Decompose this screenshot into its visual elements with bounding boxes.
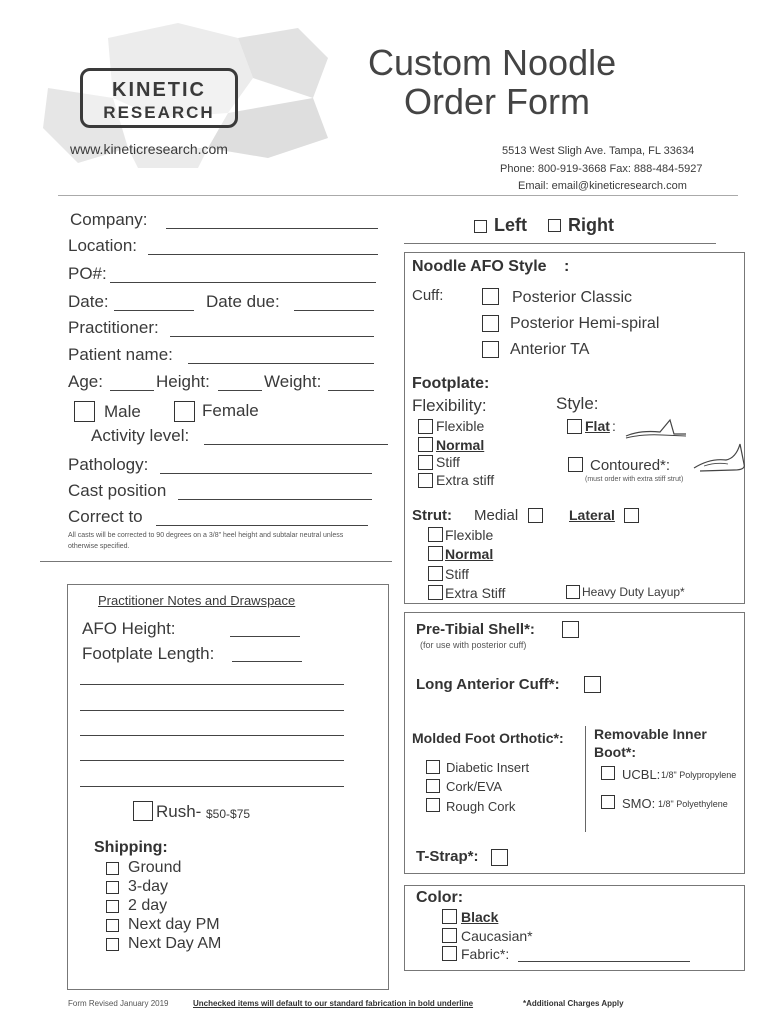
notes-line[interactable] — [80, 786, 344, 787]
page-title-line1: Custom Noodle — [368, 42, 617, 83]
notes-line[interactable] — [80, 710, 344, 711]
ucbl-label: UCBL: — [622, 767, 661, 782]
shipping-ground-label: Ground — [128, 859, 182, 876]
smo-note: 1/8" Polyethylene — [658, 799, 728, 809]
patient-name-field[interactable] — [188, 363, 374, 364]
strut-flexible-checkbox[interactable] — [428, 527, 443, 542]
notes-line[interactable] — [80, 684, 344, 685]
shipping-next-day-am-checkbox[interactable] — [106, 938, 119, 951]
pathology-field[interactable] — [160, 473, 372, 474]
strut-lateral-checkbox[interactable] — [624, 508, 639, 523]
color-caucasian-label: Caucasian* — [461, 928, 533, 944]
cast-note-line1: All casts will be corrected to 90 degrees on a 3/8" heel height and subtalar neutral unless — [68, 532, 344, 539]
long-anterior-cuff-label: Long Anterior Cuff*: — [416, 676, 560, 693]
flat-footplate-icon — [620, 410, 690, 440]
heavy-duty-layup-label: Heavy Duty Layup* — [582, 585, 685, 599]
color-fabric-checkbox[interactable] — [442, 946, 457, 961]
cuff-label: Cuff: — [412, 287, 444, 304]
diabetic-insert-label: Diabetic Insert — [446, 760, 530, 775]
shipping-3day-checkbox[interactable] — [106, 881, 119, 894]
t-strap-checkbox[interactable] — [491, 849, 508, 866]
header-divider — [58, 195, 738, 196]
date-due-field[interactable] — [294, 310, 374, 311]
right-side-checkbox[interactable] — [548, 219, 561, 232]
address: 5513 West Sligh Ave. Tampa, FL 33634 — [502, 145, 695, 157]
cork-eva-label: Cork/EVA — [446, 779, 503, 794]
color-black-checkbox[interactable] — [442, 909, 457, 924]
footplate-extra-stiff-checkbox[interactable] — [418, 473, 433, 488]
patient-divider — [40, 561, 392, 562]
diabetic-insert-checkbox[interactable] — [426, 760, 440, 774]
footplate-extra-stiff-label: Extra stiff — [436, 472, 495, 488]
strut-flexible-label: Flexible — [445, 527, 494, 543]
strut-lateral-label: Lateral — [569, 507, 615, 523]
cast-position-label: Cast position — [68, 481, 167, 500]
footplate-stiff-label: Stiff — [436, 454, 460, 470]
practitioner-field[interactable] — [170, 336, 374, 337]
smo-label: SMO: — [622, 796, 656, 811]
footplate-length-label: Footplate Length: — [82, 644, 215, 663]
style-flat-checkbox[interactable] — [567, 419, 582, 434]
date-field[interactable] — [114, 310, 194, 311]
location-label: Location: — [68, 236, 137, 255]
company-label: Company: — [70, 210, 148, 229]
strut-medial-checkbox[interactable] — [528, 508, 543, 523]
shipping-title: Shipping: — [94, 839, 168, 856]
female-label: Female — [202, 401, 259, 420]
notes-line[interactable] — [80, 760, 344, 761]
age-label: Age: — [68, 372, 103, 391]
rough-cork-checkbox[interactable] — [426, 798, 440, 812]
strut-normal-label: Normal — [445, 546, 494, 562]
logo-word-research: RESEARCH — [103, 103, 215, 122]
date-label: Date: — [68, 292, 109, 311]
height-field[interactable] — [218, 390, 262, 391]
pre-tibial-shell-checkbox[interactable] — [562, 621, 579, 638]
cuff-anterior-ta-checkbox[interactable] — [482, 341, 499, 358]
style-contoured-label: Contoured*: — [590, 457, 671, 474]
shipping-3day-label: 3-day — [128, 878, 169, 895]
po-label: PO#: — [68, 264, 107, 283]
activity-level-label: Activity level: — [91, 426, 190, 445]
additional-charges-note: *Additional Charges Apply — [523, 999, 624, 1008]
afo-style-colon: : — [564, 258, 570, 275]
footplate-length-field[interactable] — [232, 661, 302, 662]
removable-inner-boot-label-line1: Removable Inner — [594, 726, 707, 742]
email: Email: email@kineticresearch.com — [518, 180, 687, 192]
shipping-next-day-pm-checkbox[interactable] — [106, 919, 119, 932]
company-field[interactable] — [166, 228, 378, 229]
footplate-title: Footplate: — [412, 375, 490, 392]
color-fabric-label: Fabric*: — [461, 946, 510, 962]
style-contoured-checkbox[interactable] — [568, 457, 583, 472]
cuff-posterior-hemi-spiral-label: Posterior Hemi-spiral — [510, 315, 660, 332]
cast-note-line2: otherwise specified. — [68, 543, 130, 550]
location-field[interactable] — [148, 254, 378, 255]
footplate-stiff-checkbox[interactable] — [418, 455, 433, 470]
contoured-note: (must order with extra stiff strut) — [585, 476, 684, 483]
molded-foot-orthotic-label: Molded Foot Orthotic*: — [412, 730, 564, 746]
t-strap-label: T-Strap*: — [416, 848, 479, 865]
strut-extra-stiff-label: Extra Stiff — [445, 585, 506, 601]
female-checkbox[interactable] — [174, 401, 195, 422]
height-label: Height: — [156, 372, 210, 391]
patient-name-label: Patient name: — [68, 345, 173, 364]
cuff-posterior-classic-label: Posterior Classic — [512, 289, 633, 306]
footplate-normal-label: Normal — [436, 437, 485, 453]
shipping-2day-label: 2 day — [128, 897, 168, 914]
afo-style-title: Noodle AFO Style — [412, 258, 547, 275]
practitioner-label: Practitioner: — [68, 318, 159, 337]
default-fabrication-note: Unchecked items will default to our standard fabrication in bold underline — [193, 999, 474, 1008]
cuff-posterior-hemi-spiral-checkbox[interactable] — [482, 315, 499, 332]
flexibility-label: Flexibility: — [412, 396, 487, 415]
strut-title: Strut: — [412, 507, 452, 524]
notes-line[interactable] — [80, 735, 344, 736]
smo-checkbox[interactable] — [601, 795, 615, 809]
afo-height-label: AFO Height: — [82, 619, 176, 638]
style-label: Style: — [556, 394, 599, 413]
phone-fax: Phone: 800-919-3668 Fax: 888-484-5927 — [500, 163, 703, 175]
right-side-label: Right — [568, 215, 614, 235]
rush-price: $50-$75 — [206, 807, 251, 821]
shipping-next-day-pm-label: Next day PM — [128, 916, 220, 933]
contoured-footplate-icon — [690, 440, 750, 474]
activity-level-field[interactable] — [204, 444, 388, 445]
footplate-flexible-checkbox[interactable] — [418, 419, 433, 434]
weight-field[interactable] — [328, 390, 374, 391]
logo — [80, 68, 238, 128]
cast-position-field[interactable] — [178, 499, 372, 500]
color-fabric-field[interactable] — [518, 961, 690, 962]
pre-tibial-shell-label: Pre-Tibial Shell*: — [416, 621, 535, 638]
strut-extra-stiff-checkbox[interactable] — [428, 585, 443, 600]
correct-to-field[interactable] — [156, 525, 368, 526]
strut-stiff-label: Stiff — [445, 566, 469, 582]
correct-to-label: Correct to — [68, 507, 143, 526]
male-label: Male — [104, 402, 141, 421]
notes-title: Practitioner Notes and Drawspace — [98, 593, 296, 608]
shipping-ground-checkbox[interactable] — [106, 862, 119, 875]
style-flat-label: Flat — [585, 418, 610, 434]
heavy-duty-layup-checkbox[interactable] — [566, 585, 580, 599]
side-divider — [404, 243, 716, 244]
options-vertical-divider — [585, 726, 586, 832]
form-revised: Form Revised January 2019 — [68, 999, 169, 1008]
pathology-label: Pathology: — [68, 455, 149, 474]
footplate-flexible-label: Flexible — [436, 418, 485, 434]
color-caucasian-checkbox[interactable] — [442, 928, 457, 943]
rough-cork-label: Rough Cork — [446, 799, 516, 814]
shipping-2day-checkbox[interactable] — [106, 900, 119, 913]
age-field[interactable] — [110, 390, 154, 391]
ucbl-checkbox[interactable] — [601, 766, 615, 780]
pre-tibial-note: (for use with posterior cuff) — [420, 640, 527, 650]
left-side-checkbox[interactable] — [474, 220, 487, 233]
color-black-label: Black — [461, 909, 499, 925]
cuff-posterior-classic-checkbox[interactable] — [482, 288, 499, 305]
male-checkbox[interactable] — [74, 401, 95, 422]
logo-word-kinetic: KINETIC — [112, 79, 206, 101]
color-title: Color: — [416, 889, 464, 906]
afo-height-field[interactable] — [230, 636, 300, 637]
style-flat-colon: : — [612, 418, 616, 434]
website: www.kineticresearch.com — [70, 141, 228, 157]
weight-label: Weight: — [264, 372, 322, 391]
strut-normal-checkbox[interactable] — [428, 546, 443, 561]
shipping-next-day-am-label: Next Day AM — [128, 935, 222, 952]
strut-stiff-checkbox[interactable] — [428, 566, 443, 581]
cuff-anterior-ta-label: Anterior TA — [510, 341, 590, 358]
page-title-line2: Order Form — [404, 81, 591, 122]
footplate-normal-checkbox[interactable] — [418, 437, 433, 452]
ucbl-note: 1/8" Polypropylene — [661, 770, 737, 780]
strut-medial-label: Medial — [474, 507, 519, 524]
cork-eva-checkbox[interactable] — [426, 779, 440, 793]
po-field[interactable] — [110, 282, 376, 283]
removable-inner-boot-label-line2: Boot*: — [594, 744, 636, 760]
rush-checkbox[interactable] — [133, 801, 153, 821]
date-due-label: Date due: — [206, 292, 280, 311]
rush-label: Rush- — [156, 802, 202, 821]
left-side-label: Left — [494, 215, 527, 235]
long-anterior-cuff-checkbox[interactable] — [584, 676, 601, 693]
